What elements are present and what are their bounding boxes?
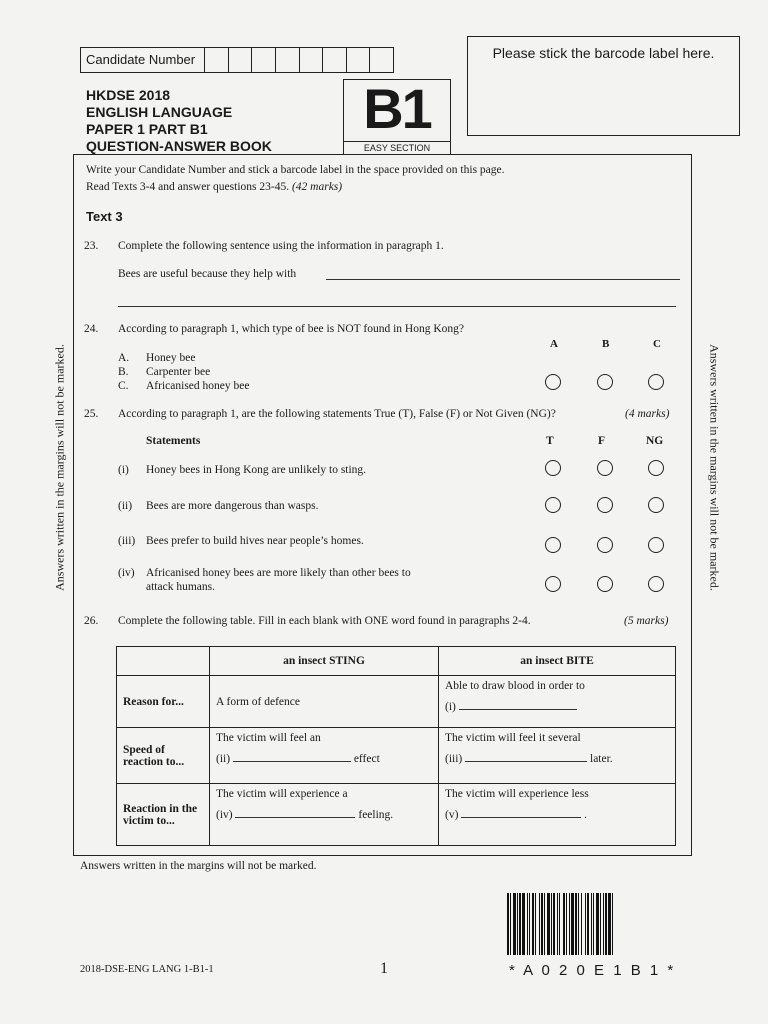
q23-stem: Bees are useful because they help with	[118, 268, 297, 280]
cell-text-after: feeling.	[358, 809, 394, 821]
barcode-bar	[535, 893, 536, 955]
barcode-bar	[608, 893, 611, 955]
q24-option-c-key: C.	[118, 380, 129, 392]
blank-number: (iv)	[216, 809, 233, 821]
page-number: 1	[380, 960, 388, 977]
statement-num: (iii)	[118, 535, 136, 547]
blank-number: (ii)	[216, 753, 231, 765]
table-row	[117, 728, 676, 784]
barcode-bar	[571, 893, 574, 955]
barcode-bar	[587, 893, 589, 955]
barcode-bar	[529, 893, 530, 955]
q24-col-c: C	[653, 338, 661, 350]
barcode-bar	[522, 893, 525, 955]
candidate-number-label: Candidate Number	[81, 48, 205, 72]
title-line: QUESTION-ANSWER BOOK	[86, 138, 272, 154]
q23-number: 23.	[84, 240, 99, 252]
q24-option-b-key: B.	[118, 366, 129, 378]
answer-blank[interactable]	[465, 750, 587, 762]
cell-text-after: effect	[353, 753, 380, 765]
q24-number: 24.	[84, 323, 99, 335]
q25-marks	[625, 408, 669, 420]
footer-code: 2018-DSE-ENG LANG 1-B1-1	[80, 964, 214, 975]
barcode-bar	[544, 893, 545, 955]
col-header-sting: an insect STING	[210, 647, 439, 676]
barcode-bar	[593, 893, 594, 955]
cell-text: The victim will feel an	[216, 732, 321, 744]
barcode-bar	[585, 893, 586, 955]
barcode-bar	[517, 893, 518, 955]
paper-code: B1	[363, 77, 431, 140]
q25-ii-bubble-t[interactable]	[545, 497, 561, 513]
statement-text-cont: attack humans.	[146, 581, 215, 593]
barcode-bar	[557, 893, 558, 955]
barcode-bar	[600, 893, 601, 955]
barcode-bar	[547, 893, 550, 955]
q24-bubble-b[interactable]	[597, 374, 613, 390]
digit-box[interactable]	[229, 48, 253, 72]
barcode-bar	[551, 893, 552, 955]
cell-text: The victim will experience less	[445, 788, 589, 800]
instruction-line-2	[86, 181, 342, 193]
barcode-bar	[519, 893, 521, 955]
answer-blank[interactable]	[461, 806, 581, 818]
col-header-bite: an insect BITE	[439, 647, 676, 676]
barcode-bar	[527, 893, 528, 955]
q26-number: 26.	[84, 615, 99, 627]
cell-text: A form of defence	[216, 695, 300, 708]
q25-i-bubble-ng[interactable]	[648, 460, 664, 476]
digit-box[interactable]	[300, 48, 324, 72]
instruction-marks: (42 marks)	[291, 181, 343, 193]
digit-box[interactable]	[347, 48, 371, 72]
q25-i-bubble-t[interactable]	[545, 460, 561, 476]
barcode-bar	[539, 893, 540, 955]
q26-marks-text: (5 marks)	[624, 615, 669, 627]
cell-text-after: .	[584, 809, 588, 821]
answer-blank[interactable]	[459, 698, 577, 710]
q24-prompt: According to paragraph 1, which type of bee is NOT found in Hong Kong?	[118, 323, 464, 335]
q25-iii-bubble-f[interactable]	[597, 537, 613, 553]
statement-text: Africanised honey bees are more likely than other bees to	[146, 567, 411, 579]
bottom-margin-note: Answers written in the margins will not be marked.	[80, 860, 317, 872]
blank-line	[445, 698, 669, 713]
barcode-bar	[566, 893, 567, 955]
table-header-row	[117, 647, 676, 676]
barcode-bar	[581, 893, 582, 955]
barcode-bar	[507, 893, 509, 955]
instruction-text: Read Texts 3-4 and answer questions 23-45.	[86, 181, 290, 193]
q25-number: 25.	[84, 408, 99, 420]
cell-text: The victim will feel it several	[445, 732, 581, 744]
barcode-text: * A 0 2 0 E 1 B 1 *	[509, 962, 676, 979]
blank-line	[445, 806, 669, 821]
table-corner-cell	[117, 647, 210, 676]
barcode-bar	[591, 893, 592, 955]
cell-text-after: later.	[590, 753, 613, 765]
answer-blank[interactable]	[233, 750, 351, 762]
q24-option-b-text: Carpenter bee	[146, 366, 211, 378]
cell-text: The victim will experience a	[216, 788, 348, 800]
bite-cell	[439, 676, 676, 728]
barcode-bar	[596, 893, 599, 955]
row-label: Reason for...	[117, 676, 210, 728]
q24-option-a-key: A.	[118, 352, 130, 364]
title-line: ENGLISH LANGUAGE	[86, 104, 233, 120]
table-row	[117, 676, 676, 728]
q25-col-t: T	[546, 435, 554, 447]
row-label: Speed of reaction to...	[117, 728, 210, 784]
blank-line	[445, 750, 669, 765]
q26-marks	[624, 615, 668, 627]
digit-box[interactable]	[276, 48, 300, 72]
instruction-line-1: Write your Candidate Number and stick a barcode label in the space provided on this page.	[86, 164, 505, 176]
q25-ii-bubble-f[interactable]	[597, 497, 613, 513]
q24-option-a-text: Honey bee	[146, 352, 196, 364]
barcode-bar	[532, 893, 534, 955]
bite-cell	[439, 784, 676, 846]
statement-text: Honey bees in Hong Kong are unlikely to sting.	[146, 464, 367, 476]
q23-answer-line-2[interactable]	[118, 306, 676, 307]
paper-code-box	[343, 79, 451, 155]
q24-bubble-c[interactable]	[648, 374, 664, 390]
bite-cell	[439, 728, 676, 784]
digit-box[interactable]	[205, 48, 229, 72]
barcode-bar	[541, 893, 543, 955]
barcode-bar	[612, 893, 613, 955]
digit-box[interactable]	[323, 48, 347, 72]
q24-option-c-text: Africanised honey bee	[146, 380, 250, 392]
barcode-bar	[559, 893, 560, 955]
q25-col-ng: NG	[646, 435, 664, 447]
barcode-bar	[575, 893, 577, 955]
sting-cell	[210, 784, 439, 846]
statement-text: Bees prefer to build hives near people’s homes.	[146, 535, 364, 547]
title-line: PAPER 1 PART B1	[86, 121, 208, 137]
barcode-bar	[605, 893, 607, 955]
statement-num: (iv)	[118, 567, 135, 579]
statement-num: (ii)	[118, 500, 133, 512]
statement-num: (i)	[118, 464, 129, 476]
barcode-bar	[569, 893, 570, 955]
candidate-number-field[interactable]	[80, 47, 394, 73]
sting-cell	[210, 728, 439, 784]
q25-iv-bubble-f[interactable]	[597, 576, 613, 592]
blank-number: (iii)	[445, 753, 463, 765]
q23-answer-line-1[interactable]	[326, 279, 680, 280]
barcode-label-text: Please stick the barcode label here.	[492, 45, 715, 61]
text-heading: Text 3	[86, 209, 123, 224]
q24-col-b: B	[602, 338, 610, 350]
row-label: Reaction in the victim to...	[117, 784, 210, 846]
table-row	[117, 784, 676, 846]
q24-col-a: A	[550, 338, 558, 350]
q26-table	[116, 646, 676, 846]
statements-heading: Statements	[146, 435, 201, 447]
barcode-bar	[578, 893, 579, 955]
book-title	[86, 87, 272, 155]
blank-number: (v)	[445, 809, 459, 821]
q25-iii-bubble-t[interactable]	[545, 537, 561, 553]
q25-iv-bubble-t[interactable]	[545, 576, 561, 592]
q25-marks-text: (4 marks)	[625, 408, 670, 420]
blank-line	[216, 750, 432, 765]
section-label: EASY SECTION	[344, 141, 450, 154]
sting-cell	[210, 676, 439, 728]
q25-i-bubble-f[interactable]	[597, 460, 613, 476]
q25-ii-bubble-ng[interactable]	[648, 497, 664, 513]
barcode-bar	[513, 893, 516, 955]
q26-prompt: Complete the following table. Fill in each blank with ONE word found in paragraphs 2-4.	[118, 615, 531, 627]
q24-bubble-a[interactable]	[545, 374, 561, 390]
barcode-graphic	[507, 893, 737, 955]
cell-text: Able to draw blood in order to	[445, 680, 585, 692]
answer-blank[interactable]	[235, 806, 355, 818]
digit-box[interactable]	[370, 48, 393, 72]
barcode-bar	[563, 893, 565, 955]
statement-text: Bees are more dangerous than wasps.	[146, 500, 319, 512]
digit-box[interactable]	[252, 48, 276, 72]
barcode-bar	[603, 893, 604, 955]
q25-col-f: F	[598, 435, 606, 447]
q25-prompt: According to paragraph 1, are the following statements True (T), False (F) or Not Given (NG)?	[118, 408, 556, 420]
blank-line	[216, 806, 432, 821]
barcode-bar	[510, 893, 511, 955]
title-line: HKDSE 2018	[86, 87, 171, 103]
q23-prompt: Complete the following sentence using the information in paragraph 1.	[118, 240, 444, 252]
q25-iv-bubble-ng[interactable]	[648, 576, 664, 592]
q25-iii-bubble-ng[interactable]	[648, 537, 664, 553]
barcode-label-area	[467, 36, 740, 136]
blank-number: (i)	[445, 701, 456, 713]
left-margin-note: Answers written in the margins will not be marked.	[52, 344, 67, 591]
barcode-bar	[553, 893, 555, 955]
right-margin-note: Answers written in the margins will not be marked.	[707, 344, 722, 591]
